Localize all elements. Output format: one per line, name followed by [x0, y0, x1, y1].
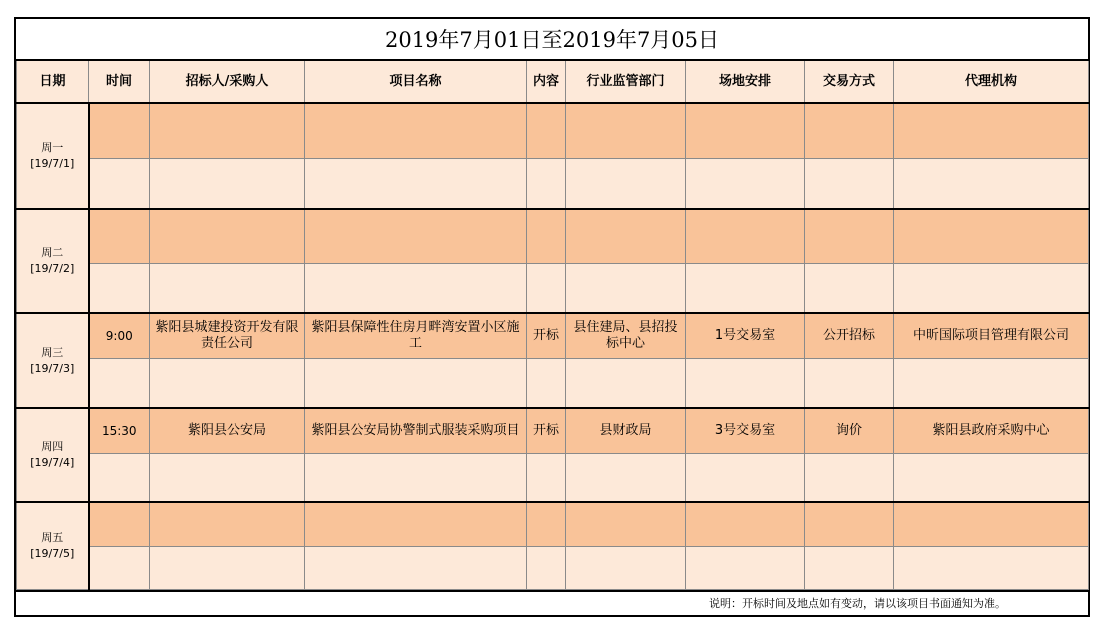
header-content: 内容 — [527, 60, 566, 103]
table-row — [17, 209, 1089, 263]
table-row — [17, 263, 1089, 313]
cell-dept: 县住建局、县招投标中心 — [566, 313, 686, 358]
cell-venue: 3号交易室 — [686, 408, 805, 453]
cell-venue: 1号交易室 — [686, 313, 805, 358]
header-row — [17, 60, 1089, 103]
day-cell-mon — [17, 103, 89, 209]
day-date: [19/7/5] — [30, 546, 75, 560]
table-row — [17, 546, 1089, 589]
header-agency: 代理机构 — [894, 60, 1089, 103]
sheet-title: 2019年7月01日至2019年7月05日 — [384, 28, 720, 52]
day-name: 周一 — [41, 141, 64, 154]
cell-content: 开标 — [527, 408, 566, 453]
table-row — [17, 453, 1089, 502]
cell-agency: 紫阳县政府采购中心 — [894, 408, 1089, 453]
day-name: 周四 — [41, 440, 64, 453]
header-tenderer: 招标人/采购人 — [150, 60, 305, 103]
table-row — [17, 358, 1089, 408]
cell-tenderer: 紫阳县城建投资开发有限责任公司 — [150, 313, 305, 358]
cell-project: 紫阳县保障性住房月畔湾安置小区施工 — [305, 313, 527, 358]
header-venue: 场地安排 — [686, 60, 805, 103]
schedule-table — [16, 59, 1089, 590]
table-row — [17, 158, 1089, 209]
day-date: [19/7/4] — [30, 456, 75, 469]
day-date: [19/7/1] — [30, 157, 75, 170]
day-name: 周三 — [41, 345, 64, 359]
header-date: 日期 — [17, 60, 89, 103]
day-cell-wed — [17, 313, 89, 408]
cell-tenderer: 紫阳县公安局 — [150, 408, 305, 453]
cell-time: 15:30 — [89, 408, 150, 453]
day-cell-tue — [17, 209, 89, 313]
table-row — [17, 313, 1089, 358]
cell-dept: 县财政局 — [566, 408, 686, 453]
header-time: 时间 — [89, 60, 150, 103]
day-cell-fri — [17, 502, 89, 589]
day-name: 周二 — [41, 246, 64, 259]
cell-content: 开标 — [527, 313, 566, 358]
day-cell-thu — [17, 408, 89, 502]
cell-method: 询价 — [805, 408, 894, 453]
day-date: [19/7/3] — [30, 361, 75, 375]
table-row — [17, 408, 1089, 453]
table-row — [17, 103, 1089, 158]
day-date: [19/7/2] — [30, 262, 75, 275]
cell-time: 9:00 — [89, 313, 150, 358]
table-row — [17, 502, 1089, 546]
cell-agency: 中昕国际项目管理有限公司 — [894, 313, 1089, 358]
header-method: 交易方式 — [805, 60, 894, 103]
schedule-sheet — [14, 17, 1090, 617]
cell-project: 紫阳县公安局协警制式服装采购项目 — [305, 408, 527, 453]
header-project: 项目名称 — [305, 60, 527, 103]
header-dept: 行业监管部门 — [566, 60, 686, 103]
day-name: 周五 — [41, 530, 64, 544]
footnote: 说明：开标时间及地点如有变动，请以该项目书面通知为准。 — [16, 590, 1088, 615]
cell-method: 公开招标 — [805, 313, 894, 358]
